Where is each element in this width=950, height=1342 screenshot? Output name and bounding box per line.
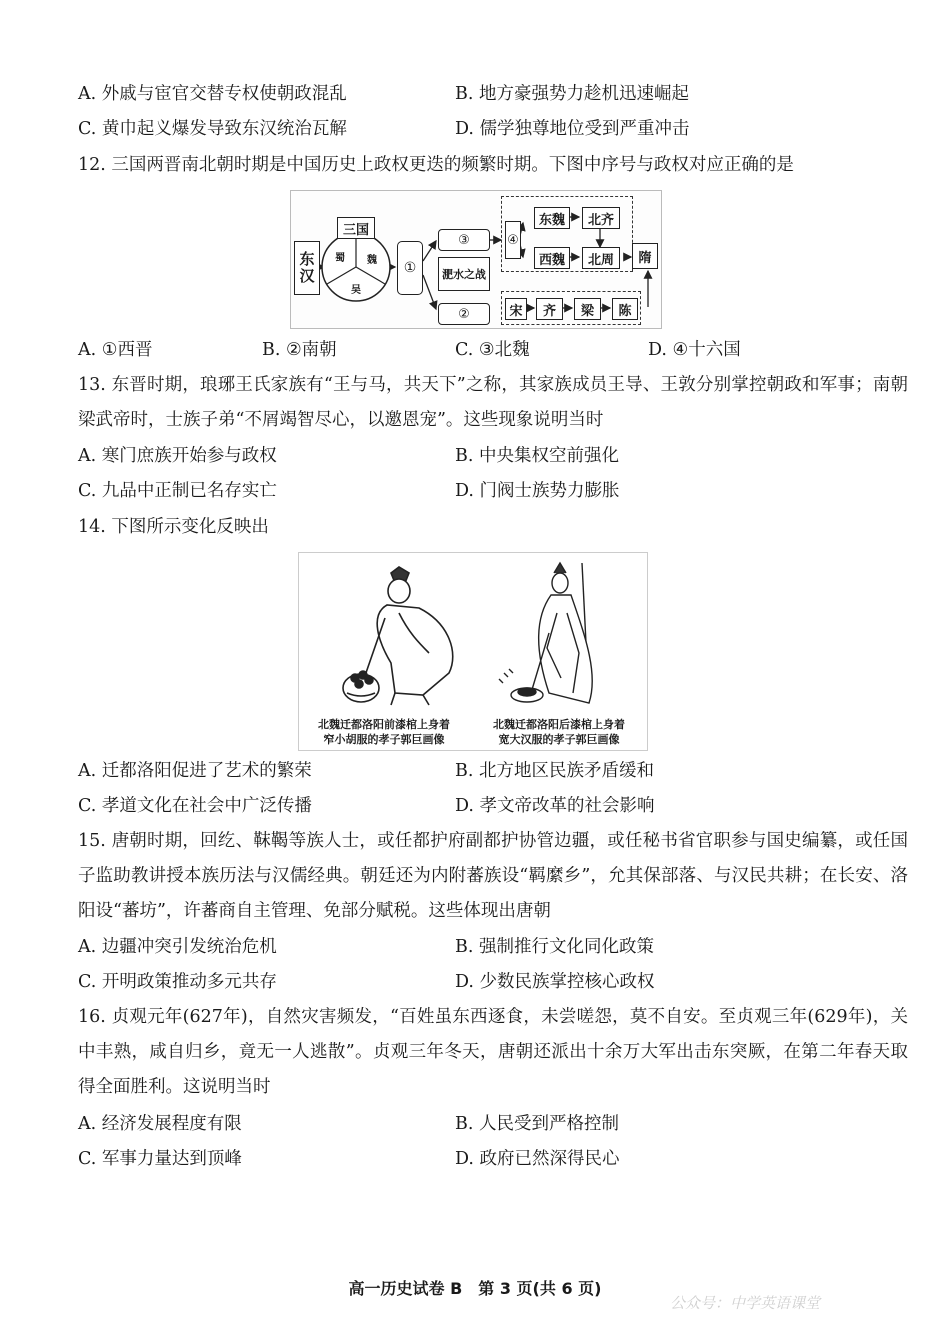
node-wu: 吴 <box>351 285 361 296</box>
caption-right-line2: 宽大汉服的孝子郭巨画像 <box>498 733 620 746</box>
q11-option-b: B. 地方豪强势力趁机迅速崛起 <box>455 84 689 104</box>
q13-stem: 13. 东晋时期，琅琊王氏家族有“王与马，共天下”之称，其家族成员王导、王敦分别掌控朝政和军事；南朝梁武帝时，士族子弟“不屑竭智尽心，以邀恩宠”。这些现象说明当时 <box>78 375 908 430</box>
q16-option-c: C. 军事力量达到顶峰 <box>78 1149 242 1169</box>
q15-option-b: B. 强制推行文化同化政策 <box>455 937 654 957</box>
q16-option-b: B. 人民受到严格控制 <box>455 1114 619 1134</box>
q14-option-b: B. 北方地区民族矛盾缓和 <box>455 761 654 781</box>
q15-option-a: A. 边疆冲突引发统治危机 <box>78 937 277 957</box>
caption-right <box>474 717 644 747</box>
q12-option-d: D. ④十六国 <box>648 340 741 360</box>
q16-option-a: A. 经济发展程度有限 <box>78 1114 242 1134</box>
q14-option-a: A. 迁都洛阳促进了艺术的繁荣 <box>78 761 312 781</box>
paintings-illustration <box>299 553 647 718</box>
node-2: ② <box>438 303 490 325</box>
node-beizhou: 北周 <box>582 247 620 269</box>
node-1: ① <box>397 241 423 295</box>
q12-option-a: A. ①西晋 <box>78 340 153 360</box>
caption-left-line2: 窄小胡服的孝子郭巨画像 <box>323 733 445 746</box>
q16-option-d: D. 政府已然深得民心 <box>455 1149 620 1169</box>
q13-option-d: D. 门阀士族势力膨胀 <box>455 481 620 501</box>
node-qi: 齐 <box>536 298 563 320</box>
node-4: ④ <box>505 221 521 259</box>
left-figure-drawing <box>343 567 453 705</box>
q14-stem: 14. 下图所示变化反映出 <box>78 517 269 537</box>
q12-option-b: B. ②南朝 <box>262 340 337 360</box>
q11-option-a: A. 外戚与宦官交替专权使朝政混乱 <box>78 84 347 104</box>
q13-option-c: C. 九品中正制已名存实亡 <box>78 481 277 501</box>
q16-stem: 16. 贞观元年(627年)，自然灾害频发，“百姓虽东西逐食，未尝嗟怨，莫不自安。至贞观三年(629年)，关中丰熟，咸自归乡，竟无一人逃散”。贞观三年冬天，唐朝还派出十余万大军出击东突厥，在第二年春天取得全面胜利。这说明当时 <box>78 1007 908 1097</box>
q15-stem: 15. 唐朝时期，回纥、靺鞨等族人士，或任都护府副都护协管边疆，或任秘书省官职参与国史编纂，或任国子监助教讲授本族历法与汉儒经典。朝廷还为内附蕃族设“羁縻乡”，允其保部落、与汉民共耕；在长安、洛阳设“蕃坊”，许蕃商自主管理、免部分赋税。这些体现出唐朝 <box>78 831 908 921</box>
caption-right-line1: 北魏迁都洛阳后漆棺上身着 <box>493 718 625 731</box>
guo-ju-paintings-figure <box>298 552 648 751</box>
node-3: ③ <box>438 229 490 251</box>
regime-diagram <box>290 190 662 329</box>
node-battle-feishui: 淝水之战 <box>438 257 490 291</box>
q14-option-c: C. 孝道文化在社会中广泛传播 <box>78 796 312 816</box>
caption-left <box>299 717 469 747</box>
node-shu: 蜀 <box>335 253 345 264</box>
right-figure-drawing <box>499 563 592 703</box>
node-song: 宋 <box>505 298 527 320</box>
q13-option-a: A. 寒门庶族开始参与政权 <box>78 446 277 466</box>
node-wei: 魏 <box>367 255 377 266</box>
node-beiqi: 北齐 <box>582 207 620 229</box>
q15-option-d: D. 少数民族掌控核心政权 <box>455 972 655 992</box>
page-footer: 高一历史试卷 B 第 3 页(共 6 页) <box>348 1279 602 1298</box>
watermark: 公众号：中学英语课堂 <box>670 1294 821 1312</box>
node-three-kingdoms: 三国 <box>337 217 375 239</box>
q14-option-d: D. 孝文帝改革的社会影响 <box>455 796 655 816</box>
q11-option-c: C. 黄巾起义爆发导致东汉统治瓦解 <box>78 119 347 139</box>
q12-option-c: C. ③北魏 <box>455 340 530 360</box>
q12-stem: 12. 三国两晋南北朝时期是中国历史上政权更迭的频繁时期。下图中序号与政权对应正确的是 <box>78 155 794 175</box>
node-xiwei: 西魏 <box>534 247 570 269</box>
node-sui: 隋 <box>632 243 658 269</box>
node-chen: 陈 <box>612 298 638 320</box>
caption-left-line1: 北魏迁都洛阳前漆棺上身着 <box>318 718 450 731</box>
q13-option-b: B. 中央集权空前强化 <box>455 446 619 466</box>
q11-option-d: D. 儒学独尊地位受到严重冲击 <box>455 119 690 139</box>
q15-option-c: C. 开明政策推动多元共存 <box>78 972 277 992</box>
node-liang: 梁 <box>574 298 601 320</box>
node-dongwei: 东魏 <box>534 207 570 229</box>
node-east-han: 东汉 <box>294 241 320 295</box>
